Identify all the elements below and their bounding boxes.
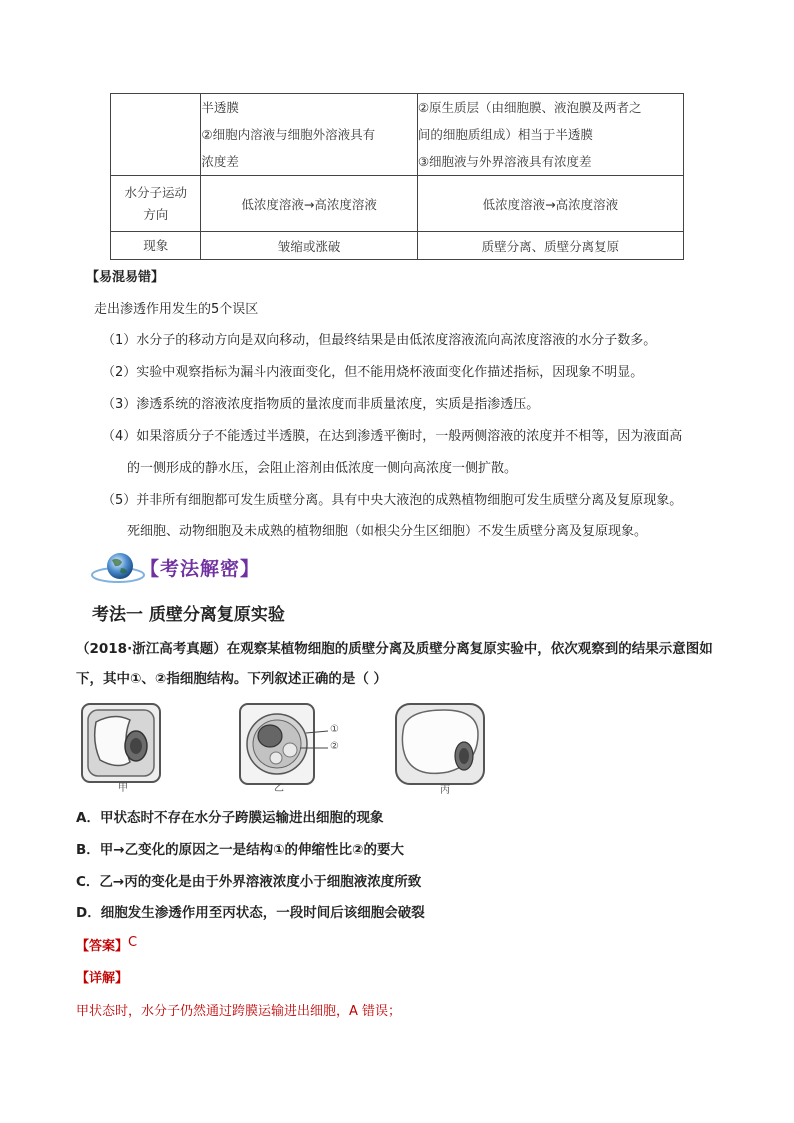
question-text: （2018·浙江高考真题）在观察某植物细胞的质壁分离及质壁分离复原实验中，依次观察到的结果示意图如 [76,641,713,657]
option-b: B．甲→乙变化的原因之一是结构①的伸缩性比②的要大 [76,842,404,858]
table-cell [111,176,201,232]
confusion-item: （5）并非所有细胞都可发生质壁分离。具有中央大液泡的成熟植物细胞可发生质壁分离及复原现象。 [102,493,683,508]
confusion-item: （4）如果溶质分子不能透过半透膜，在达到渗透平衡时，一般两侧溶液的浓度并不相等，因为液面高 [102,429,683,444]
answer-label: 【答案】 [76,939,129,954]
confusion-intro: 走出渗透作用发生的5个误区 [94,302,259,317]
marker-2: ② [330,741,339,752]
option-a: A．甲状态时不存在水分子跨膜运输进出细胞的现象 [76,810,384,826]
table-cell [201,94,417,176]
figure-label-a: 甲 [118,783,128,794]
row-label: 水分子运动 [124,184,187,200]
option-d: D．细胞发生渗透作用至丙状态，一段时间后该细胞会破裂 [76,905,425,921]
confusion-item: 死细胞、动物细胞及未成熟的植物细胞（如根尖分生区细胞）不发生质壁分离及复原现象。 [127,524,648,539]
row-label: 方向 [143,206,169,222]
confusion-item: 的一侧形成的静水压，会阻止溶剂由低浓度一侧向高浓度一侧扩散。 [127,461,518,476]
confusion-item: （1）水分子的移动方向是双向移动，但最终结果是由低浓度溶液流向高浓度溶液的水分子数多。 [102,333,657,348]
table-cell: 皱缩或涨破 [201,232,417,260]
method-title: 考法一 质壁分离复原实验 [92,605,285,625]
cell-line: ③细胞液与外界溶液具有浓度差 [417,154,592,169]
figure-label-c: 丙 [440,785,450,796]
detail-text: 甲状态时，水分子仍然通过跨膜运输进出细胞，A 错误； [76,1004,402,1019]
table-row [111,176,684,232]
table-cell [417,94,683,176]
cell-line: 浓度差 [201,154,239,169]
table-cell: 低浓度溶液→高浓度溶液 [201,176,417,232]
confusion-heading: 【易混易错】 [86,270,165,285]
cell-diagram-c [392,700,488,792]
detail-label: 【详解】 [76,971,129,986]
comparison-table [110,93,684,260]
table-cell [111,94,201,176]
answer-value: C [128,935,138,950]
row-label: 现象 [111,232,201,260]
table-cell: 质壁分离、质壁分离复原 [417,232,683,260]
confusion-item: （3）渗透系统的溶液浓度指物质的量浓度而非质量浓度，实质是指渗透压。 [102,397,540,412]
cell-line: 间的细胞质组成）相当于半透膜 [417,127,593,142]
cell-line: ②细胞内溶液与细胞外溶液具有 [201,127,376,142]
section-title: 【考法解密】 [140,558,261,580]
confusion-item: （2）实验中观察指标为漏斗内液面变化，但不能用烧杯液面变化作描述指标，因现象不明显。 [102,365,644,380]
marker-1: ① [330,724,339,735]
cell-line: ②原生质层（由细胞膜、液泡膜及两者之 [417,100,642,115]
option-c: C．乙→丙的变化是由于外界溶液浓度小于细胞液浓度所致 [76,874,422,890]
figure-label-b: 乙 [274,783,284,794]
table-row [111,232,684,260]
table-cell: 低浓度溶液→高浓度溶液 [417,176,683,232]
cell-line: 半透膜 [201,100,239,115]
question-text: 下，其中①、②指细胞结构。下列叙述正确的是（ ） [76,671,388,687]
table-row [111,94,684,176]
